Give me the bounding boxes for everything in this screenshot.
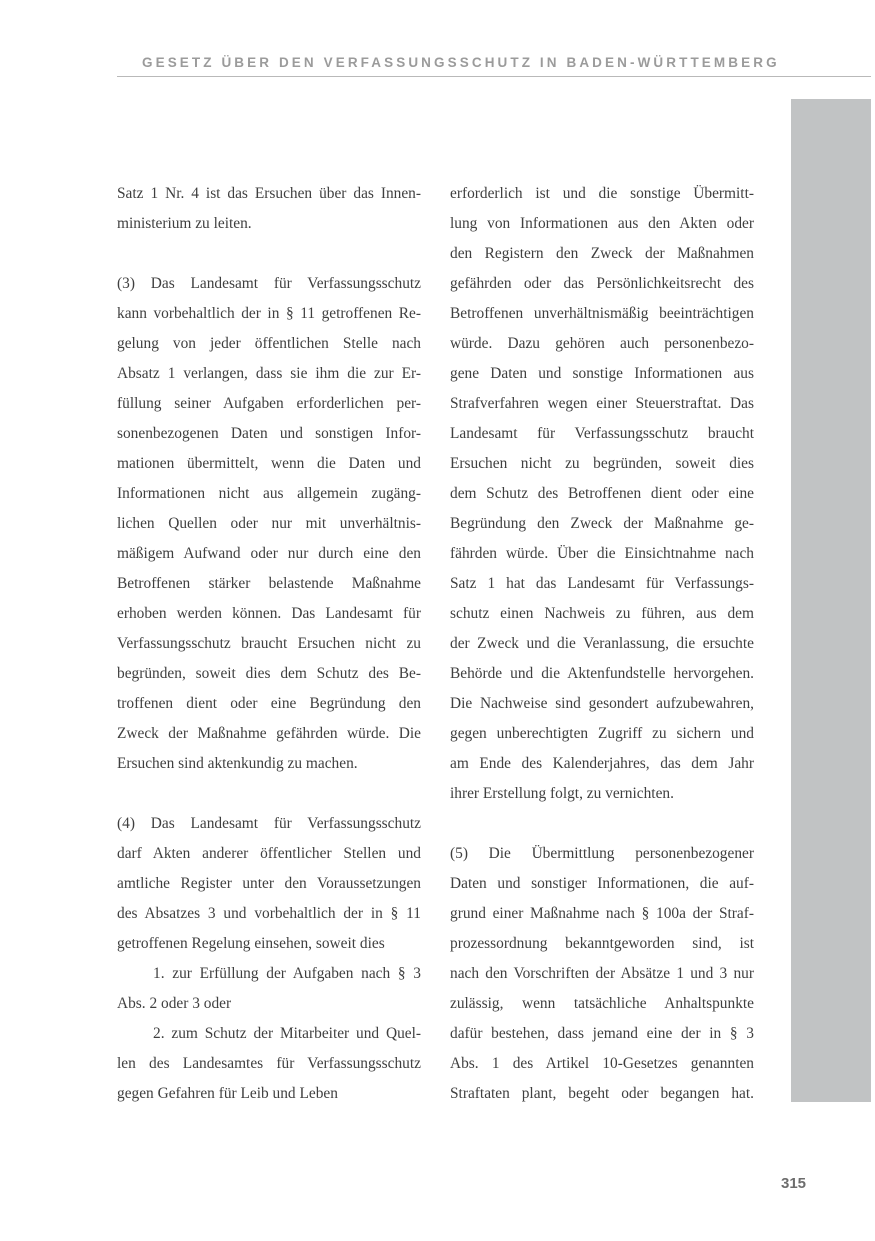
text-line: getroffenen Regelung einsehen, soweit dies [117, 935, 385, 952]
text-line: mäßigem Aufwand oder nur durch eine den [117, 545, 421, 562]
text-line: dem Schutz des Betroffenen dient oder eine [450, 485, 754, 502]
text-line: darf Akten anderer öffentlicher Stellen und [117, 845, 421, 862]
text-line: Satz 1 Nr. 4 ist das Ersuchen über das Innen- [117, 185, 421, 202]
text-line: Abs. 2 oder 3 oder [117, 995, 232, 1012]
text-line: Verfassungsschutz braucht Ersuchen nicht zu [117, 635, 421, 652]
running-head: GESETZ ÜBER DEN VERFASSUNGSSCHUTZ IN BADEN-WÜRTTEMBERG [142, 55, 780, 70]
text-line: Begründung den Zweck der Maßnahme ge- [450, 515, 754, 532]
text-line: Abs. 1 des Artikel 10-Gesetzes genannten [450, 1055, 754, 1072]
text-line: dafür bestehen, dass jemand eine der in § 3 [450, 1025, 754, 1042]
text-line: der Zweck und die Veranlassung, die ersuchte [450, 635, 754, 652]
text-line: grund einer Maßnahme nach § 100a der Straf- [450, 905, 754, 922]
text-line: amtliche Register unter den Voraussetzungen [117, 875, 421, 892]
text-line: am Ende des Kalenderjahres, das dem Jahr [450, 755, 754, 772]
list-item-line: 2. zum Schutz der Mitarbeiter und Quel- [153, 1025, 421, 1042]
page-number: 315 [781, 1175, 807, 1192]
text-line: Betroffenen unverhältnismäßig beeinträchtigen [450, 305, 754, 322]
text-line: nach den Vorschriften der Absätze 1 und 3 nur [450, 965, 754, 982]
text-line: kann vorbehaltlich der in § 11 getroffenen Re- [117, 305, 421, 322]
text-line: (4) Das Landesamt für Verfassungsschutz [117, 815, 421, 832]
text-line: erforderlich ist und die sonstige Übermitt- [450, 185, 754, 202]
text-line: Strafverfahren wegen einer Steuerstraftat. Das [450, 395, 754, 412]
paragraph-gap [450, 809, 754, 839]
left-text-column [117, 179, 421, 1109]
side-margin-band [791, 99, 871, 1102]
text-line: (5) Die Übermittlung personenbezogener [450, 845, 754, 862]
text-line: Ersuchen sind aktenkundig zu machen. [117, 755, 358, 772]
text-line: lung von Informationen aus den Akten oder [450, 215, 754, 232]
text-line: ihrer Erstellung folgt, zu vernichten. [450, 785, 674, 802]
text-line: troffenen dient oder eine Begründung den [117, 695, 421, 712]
text-line: gefährden oder das Persönlichkeitsrecht des [450, 275, 754, 292]
text-line: gelung von jeder öffentlichen Stelle nach [117, 335, 421, 352]
text-line: Ersuchen nicht zu begründen, soweit dies [450, 455, 754, 472]
text-line: würde. Dazu gehören auch personenbezo- [450, 335, 754, 352]
text-line: len des Landesamtes für Verfassungsschutz [117, 1055, 421, 1072]
text-line: des Absatzes 3 und vorbehaltlich der in § 11 [117, 905, 421, 922]
text-line: schutz einen Nachweis zu führen, aus dem [450, 605, 754, 622]
text-line: gegen unberechtigten Zugriff zu sichern und [450, 725, 754, 742]
text-line: fährden würde. Über die Einsichtnahme nach [450, 545, 754, 562]
paragraph-gap [117, 779, 421, 809]
text-line: gene Daten und sonstige Informationen aus [450, 365, 754, 382]
text-line: den Registern den Zweck der Maßnahmen [450, 245, 754, 262]
text-line: ministerium zu leiten. [117, 215, 252, 232]
text-line: Zweck der Maßnahme gefährden würde. Die [117, 725, 421, 742]
text-line: (3) Das Landesamt für Verfassungsschutz [117, 275, 421, 292]
text-line: Informationen nicht aus allgemein zugäng- [117, 485, 421, 502]
text-line: mationen übermittelt, wenn die Daten und [117, 455, 421, 472]
text-line: Satz 1 hat das Landesamt für Verfassungs- [450, 575, 754, 592]
header-rule [117, 76, 871, 77]
list-item-line: 1. zur Erfüllung der Aufgaben nach § 3 [153, 965, 421, 982]
text-line: prozessordnung bekanntgeworden sind, ist [450, 935, 754, 952]
text-line: lichen Quellen oder nur mit unverhältnis- [117, 515, 421, 532]
text-line: Landesamt für Verfassungsschutz braucht [450, 425, 754, 442]
text-line: begründen, soweit dies dem Schutz des Be- [117, 665, 421, 682]
text-line: Die Nachweise sind gesondert aufzubewahren, [450, 695, 754, 712]
text-line: Betroffenen stärker belastende Maßnahme [117, 575, 421, 592]
text-line: füllung seiner Aufgaben erforderlichen per- [117, 395, 421, 412]
text-line: sonenbezogenen Daten und sonstigen Infor- [117, 425, 421, 442]
paragraph-gap [117, 239, 421, 269]
text-line: erhoben werden können. Das Landesamt für [117, 605, 421, 622]
text-line: zulässig, wenn tatsächliche Anhaltspunkte [450, 995, 754, 1012]
text-line: Daten und sonstiger Informationen, die auf- [450, 875, 754, 892]
text-line: Behörde und die Aktenfundstelle hervorgehen. [450, 665, 754, 682]
text-line: gegen Gefahren für Leib und Leben [117, 1085, 338, 1102]
text-line: Straftaten plant, begeht oder begangen hat. [450, 1085, 754, 1102]
right-text-column [450, 179, 754, 1109]
text-line: Absatz 1 verlangen, dass sie ihm die zur Er- [117, 365, 421, 382]
